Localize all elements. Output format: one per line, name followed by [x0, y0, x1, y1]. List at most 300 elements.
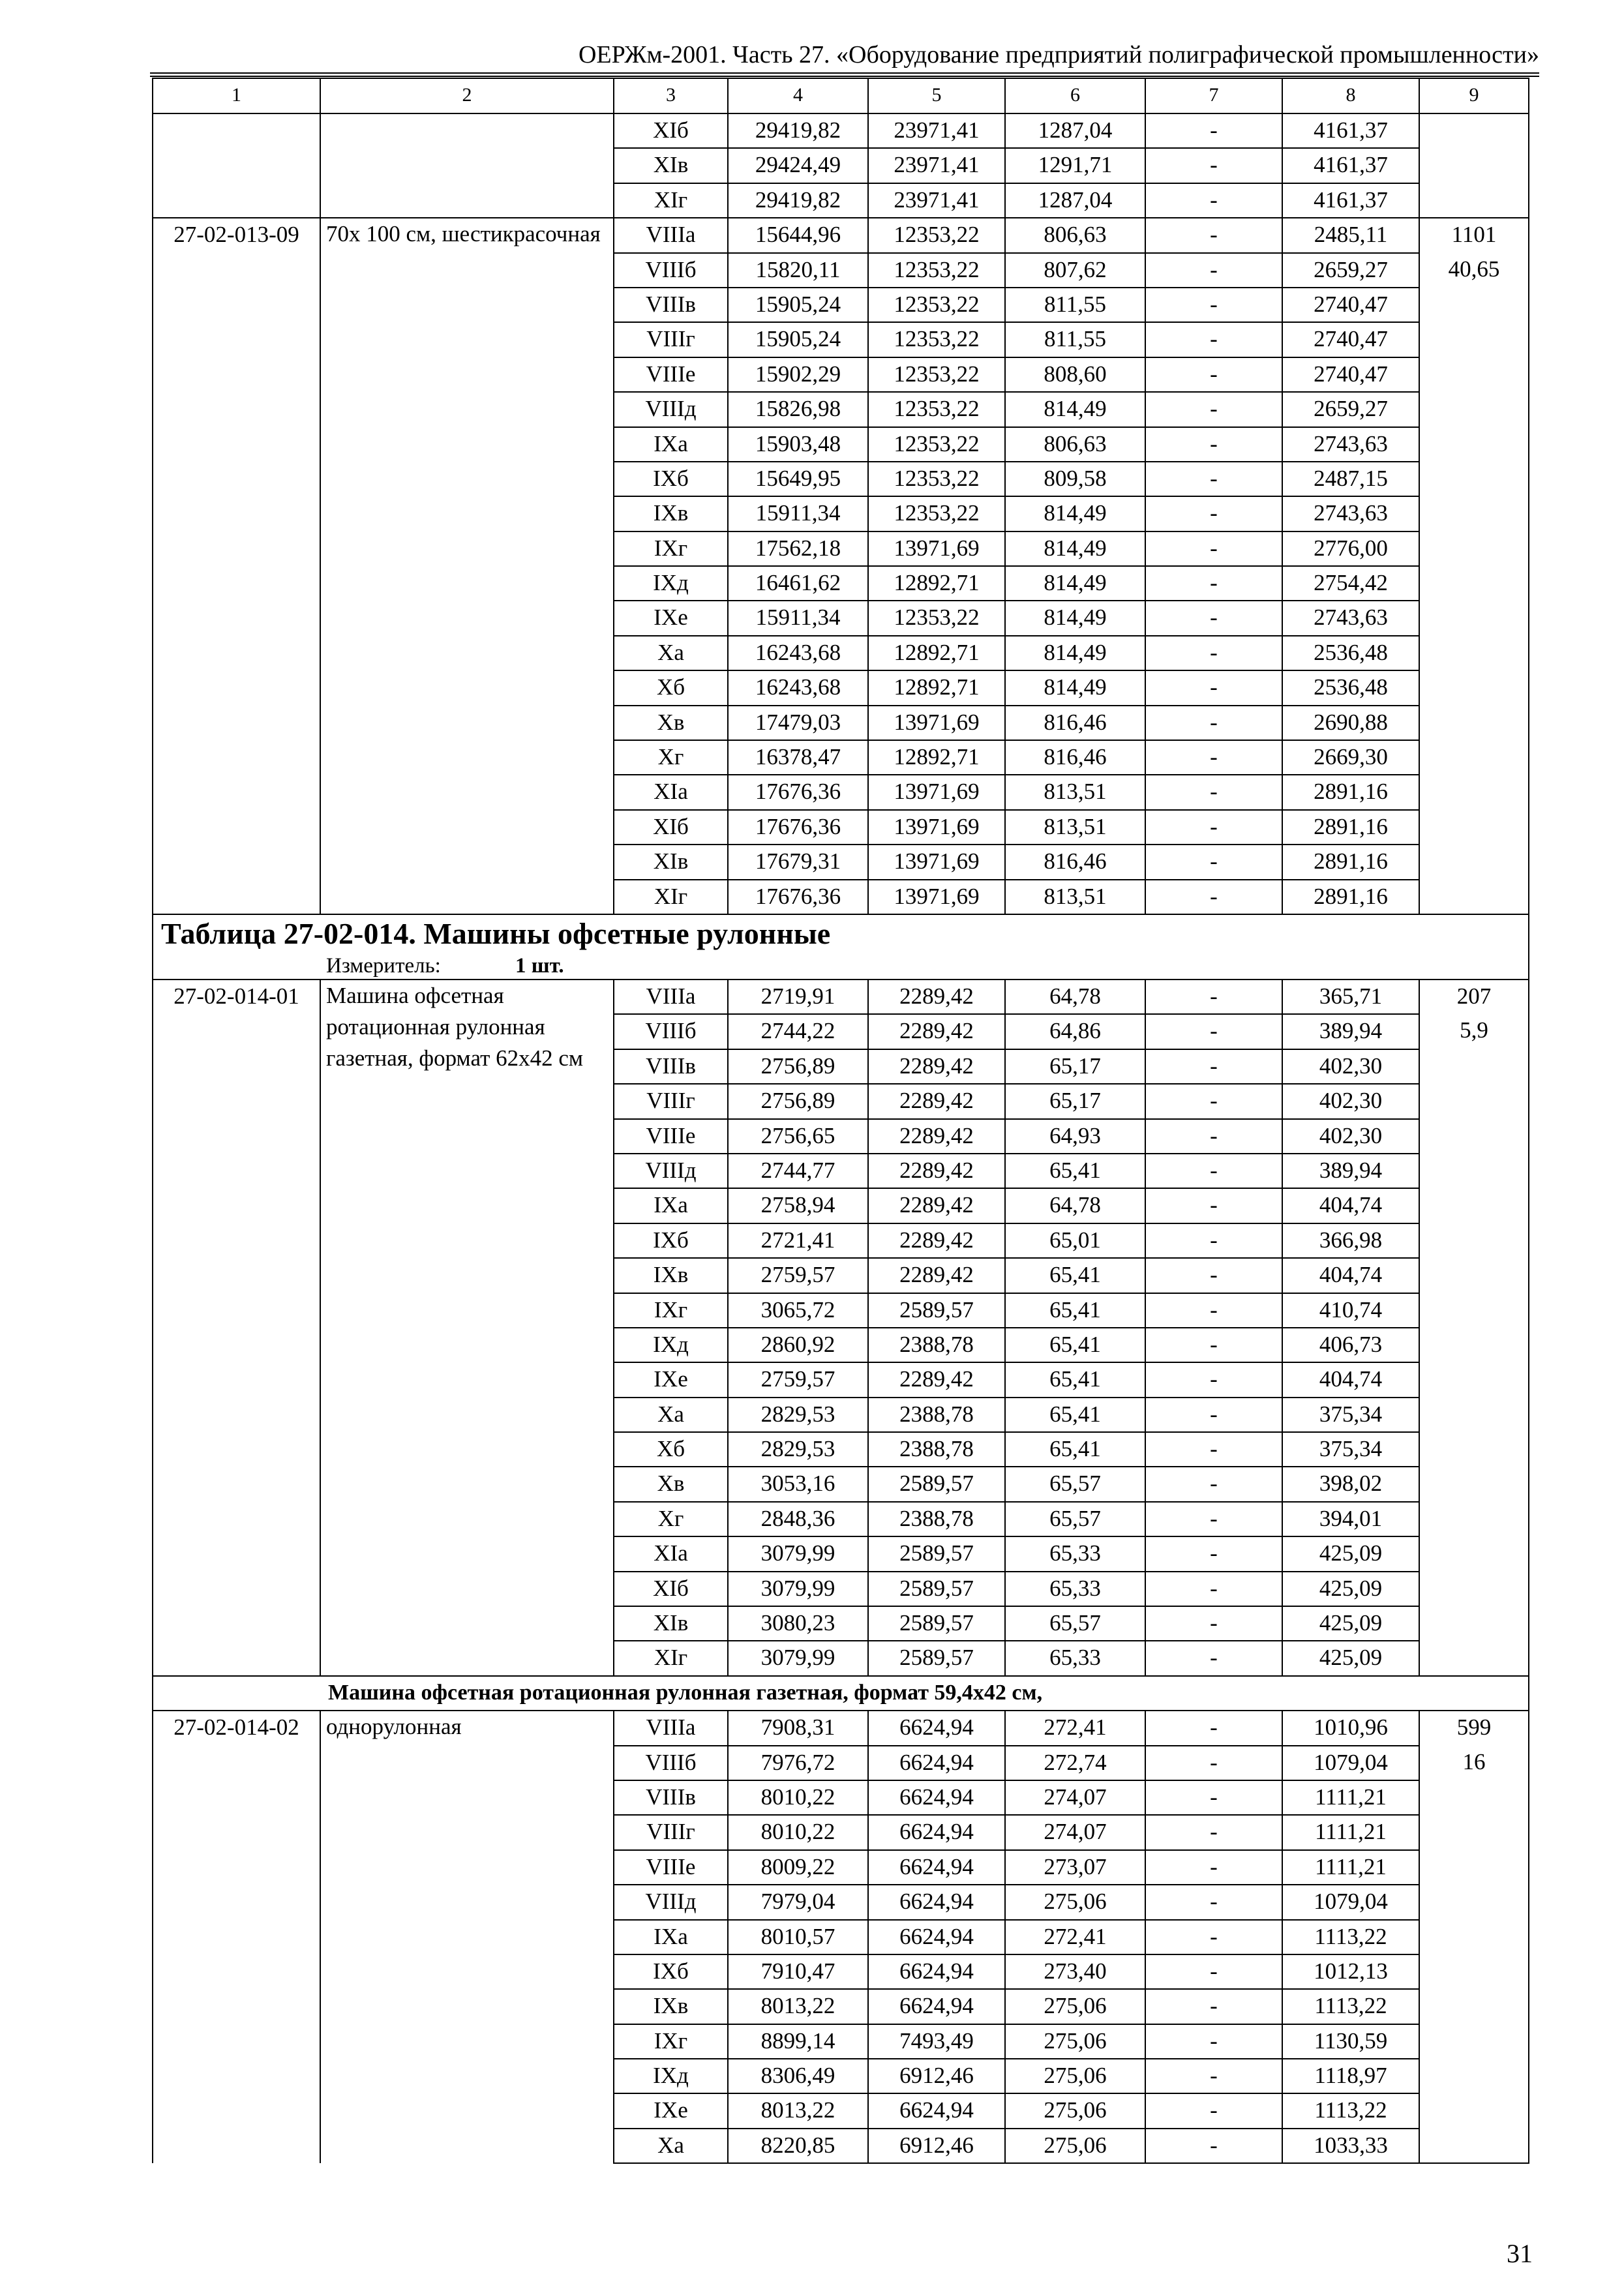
cell-col-3: Xа: [614, 1398, 728, 1432]
cell-col-5: 12353,22: [868, 392, 1005, 426]
cell-col-4: 29424,49: [728, 148, 868, 183]
cell-col-9: [1419, 1119, 1529, 1154]
cell-col-9: [1419, 2129, 1529, 2163]
cell-col-4: 8220,85: [728, 2129, 868, 2163]
cell-col-8: 389,94: [1282, 1154, 1419, 1188]
cell-col-7: -: [1145, 183, 1282, 218]
cell-col-3: XIв: [614, 1606, 728, 1641]
cell-col-8: 1130,59: [1282, 2024, 1419, 2059]
header-rule: [150, 72, 1539, 74]
cell-col-8: 2743,63: [1282, 427, 1419, 462]
cell-col-5: 6624,94: [868, 2093, 1005, 2128]
cell-col-9: [1419, 2093, 1529, 2128]
cell-col-5: 12353,22: [868, 253, 1005, 288]
cell-col-3: IXе: [614, 601, 728, 635]
item-name: 70х 100 см, шестикрасочная: [320, 218, 614, 914]
cell-col-4: 2829,53: [728, 1398, 868, 1432]
cell-col-4: 2756,89: [728, 1084, 868, 1118]
cell-col-5: 2388,78: [868, 1398, 1005, 1432]
cell-col-4: 15902,29: [728, 357, 868, 392]
cell-col-4: 8009,22: [728, 1850, 868, 1885]
cell-col-8: 2891,16: [1282, 845, 1419, 879]
cell-col-6: 275,06: [1005, 1989, 1145, 2024]
cell-col-4: 8010,22: [728, 1815, 868, 1849]
cell-col-4: 16378,47: [728, 740, 868, 775]
cell-col-8: 2536,48: [1282, 636, 1419, 670]
cell-col-3: XIб: [614, 810, 728, 845]
cell-col-8: 404,74: [1282, 1258, 1419, 1293]
cell-col-6: 275,06: [1005, 2024, 1145, 2059]
cell-col-9: [1419, 1223, 1529, 1258]
cell-col-3: VIIIд: [614, 392, 728, 426]
cell-col-4: 2759,57: [728, 1258, 868, 1293]
unit-label: Измеритель:: [326, 953, 441, 978]
cell-col-7: -: [1145, 1293, 1282, 1328]
cell-col-8: 2659,27: [1282, 253, 1419, 288]
cell-col-3: XIв: [614, 148, 728, 183]
cell-col-8: 2536,48: [1282, 670, 1419, 705]
cell-col-7: -: [1145, 1154, 1282, 1188]
cell-col-9: [1419, 810, 1529, 845]
cell-col-6: 65,41: [1005, 1362, 1145, 1397]
cell-col-7: -: [1145, 253, 1282, 288]
cell-col-5: 2289,42: [868, 1119, 1005, 1154]
cell-col-4: 15649,95: [728, 462, 868, 496]
cell-col-7: -: [1145, 1119, 1282, 1154]
column-number: 9: [1419, 78, 1529, 113]
column-number: 4: [728, 78, 868, 113]
cell-col-9: 1101: [1419, 218, 1529, 252]
cell-col-4: 8013,22: [728, 1989, 868, 2024]
cell-col-7: -: [1145, 392, 1282, 426]
cell-col-8: 2891,16: [1282, 810, 1419, 845]
cell-col-4: 3053,16: [728, 1467, 868, 1501]
cell-col-3: IXа: [614, 1188, 728, 1223]
cell-col-7: -: [1145, 427, 1282, 462]
cell-col-7: -: [1145, 113, 1282, 148]
cell-col-9: [1419, 1920, 1529, 1954]
cell-col-7: -: [1145, 636, 1282, 670]
cell-col-7: -: [1145, 1432, 1282, 1467]
cell-col-4: 8010,57: [728, 1920, 868, 1954]
cell-col-5: 23971,41: [868, 148, 1005, 183]
cell-col-3: XIг: [614, 183, 728, 218]
cell-col-3: IXв: [614, 496, 728, 531]
cell-col-5: 12353,22: [868, 496, 1005, 531]
item-code: 27-02-014-02: [153, 1711, 320, 2163]
cell-col-6: 814,49: [1005, 636, 1145, 670]
table-row: [153, 980, 1529, 1014]
cell-col-9: [1419, 357, 1529, 392]
cell-col-7: -: [1145, 218, 1282, 252]
cell-col-4: 2848,36: [728, 1502, 868, 1536]
cell-col-8: 2669,30: [1282, 740, 1419, 775]
header-rule-double: [150, 76, 1539, 77]
cell-col-8: 406,73: [1282, 1328, 1419, 1362]
cell-col-3: VIIIа: [614, 980, 728, 1014]
cell-col-5: 2289,42: [868, 1049, 1005, 1084]
cell-col-5: 2388,78: [868, 1502, 1005, 1536]
cell-col-6: 809,58: [1005, 462, 1145, 496]
cell-col-8: 402,30: [1282, 1049, 1419, 1084]
cell-col-8: 404,74: [1282, 1362, 1419, 1397]
column-number: 8: [1282, 78, 1419, 113]
cell-col-4: 17679,31: [728, 845, 868, 879]
cell-col-8: 1079,04: [1282, 1746, 1419, 1780]
cell-col-6: 272,74: [1005, 1746, 1145, 1780]
cell-col-4: 2719,91: [728, 980, 868, 1014]
rates-table: [152, 78, 1529, 2164]
cell-col-5: 2589,57: [868, 1293, 1005, 1328]
table-row: [153, 218, 1529, 252]
cell-col-4: 29419,82: [728, 183, 868, 218]
cell-col-5: 6624,94: [868, 1954, 1005, 1989]
cell-col-9: [1419, 1850, 1529, 1885]
cell-col-3: VIIIд: [614, 1154, 728, 1188]
cell-col-3: VIIIа: [614, 218, 728, 252]
table-title: Таблица 27-02-014. Машины офсетные рулонные: [161, 916, 831, 950]
cell-col-6: 65,41: [1005, 1154, 1145, 1188]
cell-col-7: -: [1145, 980, 1282, 1014]
cell-col-6: 1287,04: [1005, 183, 1145, 218]
cell-col-9: 599: [1419, 1711, 1529, 1745]
cell-col-6: 814,49: [1005, 670, 1145, 705]
cell-col-3: VIIIа: [614, 1711, 728, 1745]
cell-col-3: IXг: [614, 1293, 728, 1328]
cell-col-9: [1419, 1536, 1529, 1571]
cell-col-7: -: [1145, 1014, 1282, 1049]
cell-col-7: -: [1145, 1711, 1282, 1745]
cell-col-5: 13971,69: [868, 531, 1005, 566]
cell-col-5: 13971,69: [868, 880, 1005, 914]
cell-col-8: 2740,47: [1282, 322, 1419, 357]
cell-col-9: [1419, 183, 1529, 218]
cell-col-9: 5,9: [1419, 1014, 1529, 1049]
cell-col-6: 813,51: [1005, 880, 1145, 914]
cell-col-7: -: [1145, 740, 1282, 775]
cell-col-7: -: [1145, 880, 1282, 914]
cell-col-7: -: [1145, 1572, 1282, 1606]
cell-col-9: [1419, 2059, 1529, 2093]
cell-col-8: 2740,47: [1282, 357, 1419, 392]
cell-col-5: 12892,71: [868, 670, 1005, 705]
cell-col-6: 65,41: [1005, 1328, 1145, 1362]
cell-col-5: 12353,22: [868, 218, 1005, 252]
cell-col-6: 814,49: [1005, 601, 1145, 635]
cell-col-5: 6624,94: [868, 1711, 1005, 1745]
cell-col-8: 2776,00: [1282, 531, 1419, 566]
cell-col-7: -: [1145, 1641, 1282, 1675]
cell-col-7: -: [1145, 322, 1282, 357]
cell-col-5: 12353,22: [868, 427, 1005, 462]
cell-col-7: -: [1145, 148, 1282, 183]
table-title-cell: [153, 914, 1529, 980]
cell-col-4: 3080,23: [728, 1606, 868, 1641]
cell-col-6: 65,57: [1005, 1467, 1145, 1501]
cell-col-6: 65,17: [1005, 1084, 1145, 1118]
cell-col-7: -: [1145, 2059, 1282, 2093]
cell-col-8: 2690,88: [1282, 706, 1419, 740]
cell-col-7: -: [1145, 1536, 1282, 1571]
cell-col-5: 2289,42: [868, 1084, 1005, 1118]
cell-col-3: VIIIг: [614, 322, 728, 357]
cell-col-6: 65,33: [1005, 1641, 1145, 1675]
cell-col-9: [1419, 636, 1529, 670]
cell-col-6: 814,49: [1005, 496, 1145, 531]
cell-col-6: 64,86: [1005, 1014, 1145, 1049]
cell-col-6: 65,41: [1005, 1432, 1145, 1467]
cell-col-7: -: [1145, 566, 1282, 601]
cell-col-8: 2743,63: [1282, 496, 1419, 531]
cell-col-5: 6624,94: [868, 1885, 1005, 1919]
cell-col-4: 16243,68: [728, 636, 868, 670]
cell-col-6: 65,17: [1005, 1049, 1145, 1084]
cell-col-5: 6912,46: [868, 2129, 1005, 2163]
cell-col-6: 65,57: [1005, 1502, 1145, 1536]
cell-col-3: Xа: [614, 636, 728, 670]
cell-col-9: [1419, 845, 1529, 879]
cell-col-9: [1419, 601, 1529, 635]
column-number: 6: [1005, 78, 1145, 113]
cell-col-7: -: [1145, 1780, 1282, 1815]
cell-col-3: IXг: [614, 531, 728, 566]
cell-col-7: -: [1145, 775, 1282, 809]
cell-col-6: 807,62: [1005, 253, 1145, 288]
unit-row: [153, 953, 1528, 979]
cell-col-6: 273,40: [1005, 1954, 1145, 1989]
cell-col-6: 65,33: [1005, 1572, 1145, 1606]
cell-col-6: 811,55: [1005, 322, 1145, 357]
cell-col-8: 1079,04: [1282, 1885, 1419, 1919]
cell-col-8: 2754,42: [1282, 566, 1419, 601]
cell-col-5: 6624,94: [868, 1989, 1005, 2024]
cell-col-4: 2758,94: [728, 1188, 868, 1223]
table-row: [153, 1711, 1529, 1745]
cell-col-7: -: [1145, 845, 1282, 879]
cell-col-9: [1419, 113, 1529, 148]
cell-col-8: 2891,16: [1282, 880, 1419, 914]
cell-col-7: -: [1145, 1258, 1282, 1293]
cell-col-4: 15903,48: [728, 427, 868, 462]
column-number: 5: [868, 78, 1005, 113]
cell-col-5: 2388,78: [868, 1328, 1005, 1362]
cell-col-6: 273,07: [1005, 1850, 1145, 1885]
cell-col-8: 1012,13: [1282, 1954, 1419, 1989]
cell-col-8: 2891,16: [1282, 775, 1419, 809]
cell-col-4: 2759,57: [728, 1362, 868, 1397]
cell-col-4: 7908,31: [728, 1711, 868, 1745]
cell-col-5: 6624,94: [868, 1780, 1005, 1815]
cell-col-3: IXб: [614, 1954, 728, 1989]
cell-col-6: 275,06: [1005, 1885, 1145, 1919]
cell-col-9: [1419, 322, 1529, 357]
cell-col-3: XIа: [614, 1536, 728, 1571]
cell-col-3: VIIIб: [614, 1746, 728, 1780]
cell-col-9: [1419, 1815, 1529, 1849]
cell-col-6: 275,06: [1005, 2059, 1145, 2093]
cell-col-6: 811,55: [1005, 288, 1145, 322]
cell-col-5: 2589,57: [868, 1467, 1005, 1501]
subheading: Машина офсетная ротационная рулонная газетная, формат 59,4х42 см,: [328, 1680, 1043, 1705]
cell-col-4: 7976,72: [728, 1746, 868, 1780]
cell-col-9: [1419, 427, 1529, 462]
cell-col-7: -: [1145, 2129, 1282, 2163]
cell-col-4: 2721,41: [728, 1223, 868, 1258]
cell-col-5: 23971,41: [868, 113, 1005, 148]
cell-col-6: 65,41: [1005, 1398, 1145, 1432]
cell-col-8: 404,74: [1282, 1188, 1419, 1223]
cell-col-4: 15905,24: [728, 288, 868, 322]
cell-col-3: VIIIе: [614, 1119, 728, 1154]
cell-col-5: 2589,57: [868, 1536, 1005, 1571]
cell-col-3: VIIIг: [614, 1084, 728, 1118]
cell-col-3: XIб: [614, 113, 728, 148]
cell-col-7: -: [1145, 1850, 1282, 1885]
rates-table-body: [153, 78, 1529, 2163]
cell-col-5: 2589,57: [868, 1572, 1005, 1606]
cell-col-8: 1113,22: [1282, 2093, 1419, 2128]
cell-col-5: 12892,71: [868, 740, 1005, 775]
cell-col-8: 398,02: [1282, 1467, 1419, 1501]
cell-col-8: 425,09: [1282, 1641, 1419, 1675]
cell-col-9: 16: [1419, 1746, 1529, 1780]
cell-col-5: 7493,49: [868, 2024, 1005, 2059]
cell-col-3: Xа: [614, 2129, 728, 2163]
cell-col-9: [1419, 1502, 1529, 1536]
cell-col-6: 64,78: [1005, 1188, 1145, 1223]
table-title-row: [153, 914, 1529, 980]
item-name: [320, 113, 614, 218]
item-name: однорулонная: [320, 1711, 614, 2163]
cell-col-5: 12353,22: [868, 288, 1005, 322]
cell-col-5: 12353,22: [868, 357, 1005, 392]
cell-col-9: [1419, 1989, 1529, 2024]
cell-col-8: 389,94: [1282, 1014, 1419, 1049]
cell-col-8: 1111,21: [1282, 1780, 1419, 1815]
cell-col-4: 2744,77: [728, 1154, 868, 1188]
cell-col-7: -: [1145, 601, 1282, 635]
cell-col-9: [1419, 496, 1529, 531]
cell-col-9: [1419, 1572, 1529, 1606]
cell-col-3: Xг: [614, 1502, 728, 1536]
cell-col-5: 6912,46: [868, 2059, 1005, 2093]
cell-col-4: 15905,24: [728, 322, 868, 357]
item-code: 27-02-014-01: [153, 980, 320, 1676]
cell-col-3: XIв: [614, 845, 728, 879]
cell-col-6: 814,49: [1005, 531, 1145, 566]
cell-col-8: 365,71: [1282, 980, 1419, 1014]
cell-col-7: -: [1145, 670, 1282, 705]
cell-col-7: -: [1145, 496, 1282, 531]
cell-col-6: 65,41: [1005, 1293, 1145, 1328]
cell-col-3: IXб: [614, 462, 728, 496]
cell-col-8: 1113,22: [1282, 1920, 1419, 1954]
cell-col-4: 7979,04: [728, 1885, 868, 1919]
cell-col-6: 64,78: [1005, 980, 1145, 1014]
cell-col-3: XIг: [614, 1641, 728, 1675]
cell-col-5: 12892,71: [868, 636, 1005, 670]
cell-col-3: XIб: [614, 1572, 728, 1606]
cell-col-7: -: [1145, 706, 1282, 740]
cell-col-7: -: [1145, 1328, 1282, 1362]
cell-col-9: [1419, 566, 1529, 601]
cell-col-8: 1111,21: [1282, 1850, 1419, 1885]
cell-col-7: -: [1145, 1606, 1282, 1641]
cell-col-5: 6624,94: [868, 1815, 1005, 1849]
cell-col-7: -: [1145, 1954, 1282, 1989]
cell-col-9: [1419, 1328, 1529, 1362]
cell-col-4: 17676,36: [728, 880, 868, 914]
cell-col-6: 65,01: [1005, 1223, 1145, 1258]
cell-col-5: 6624,94: [868, 1746, 1005, 1780]
cell-col-8: 425,09: [1282, 1536, 1419, 1571]
cell-col-8: 2487,15: [1282, 462, 1419, 496]
cell-col-7: -: [1145, 1467, 1282, 1501]
cell-col-7: -: [1145, 1989, 1282, 2024]
cell-col-6: 64,93: [1005, 1119, 1145, 1154]
cell-col-4: 16461,62: [728, 566, 868, 601]
cell-col-3: XIа: [614, 775, 728, 809]
cell-col-7: -: [1145, 1502, 1282, 1536]
cell-col-6: 814,49: [1005, 392, 1145, 426]
cell-col-5: 2289,42: [868, 1188, 1005, 1223]
cell-col-5: 6624,94: [868, 1920, 1005, 1954]
cell-col-6: 65,33: [1005, 1536, 1145, 1571]
cell-col-7: -: [1145, 1398, 1282, 1432]
cell-col-6: 272,41: [1005, 1920, 1145, 1954]
cell-col-5: 13971,69: [868, 810, 1005, 845]
cell-col-8: 4161,37: [1282, 113, 1419, 148]
cell-col-7: -: [1145, 810, 1282, 845]
unit-value: 1 шт.: [515, 953, 564, 978]
cell-col-3: VIIIе: [614, 357, 728, 392]
cell-col-4: 7910,47: [728, 1954, 868, 1989]
cell-col-8: 2485,11: [1282, 218, 1419, 252]
cell-col-9: [1419, 1954, 1529, 1989]
cell-col-9: [1419, 1188, 1529, 1223]
cell-col-9: [1419, 1780, 1529, 1815]
cell-col-7: -: [1145, 1746, 1282, 1780]
cell-col-6: 806,63: [1005, 218, 1145, 252]
cell-col-3: Xв: [614, 1467, 728, 1501]
cell-col-9: [1419, 1398, 1529, 1432]
column-number: 2: [320, 78, 614, 113]
cell-col-7: -: [1145, 1223, 1282, 1258]
cell-col-9: [1419, 1084, 1529, 1118]
cell-col-5: 2289,42: [868, 1014, 1005, 1049]
cell-col-9: [1419, 462, 1529, 496]
cell-col-5: 12353,22: [868, 462, 1005, 496]
cell-col-3: IXе: [614, 2093, 728, 2128]
cell-col-3: IXа: [614, 427, 728, 462]
cell-col-6: 1291,71: [1005, 148, 1145, 183]
cell-col-3: Xв: [614, 706, 728, 740]
cell-col-9: 40,65: [1419, 253, 1529, 288]
cell-col-4: 17479,03: [728, 706, 868, 740]
cell-col-6: 816,46: [1005, 845, 1145, 879]
page-number: 31: [1507, 2239, 1533, 2268]
cell-col-9: [1419, 288, 1529, 322]
cell-col-9: [1419, 1362, 1529, 1397]
cell-col-3: Xб: [614, 670, 728, 705]
cell-col-8: 1118,97: [1282, 2059, 1419, 2093]
cell-col-3: IXв: [614, 1989, 728, 2024]
cell-col-5: 2388,78: [868, 1432, 1005, 1467]
cell-col-9: [1419, 1432, 1529, 1467]
cell-col-9: [1419, 1885, 1529, 1919]
cell-col-4: 2756,89: [728, 1049, 868, 1084]
cell-col-7: -: [1145, 1188, 1282, 1223]
